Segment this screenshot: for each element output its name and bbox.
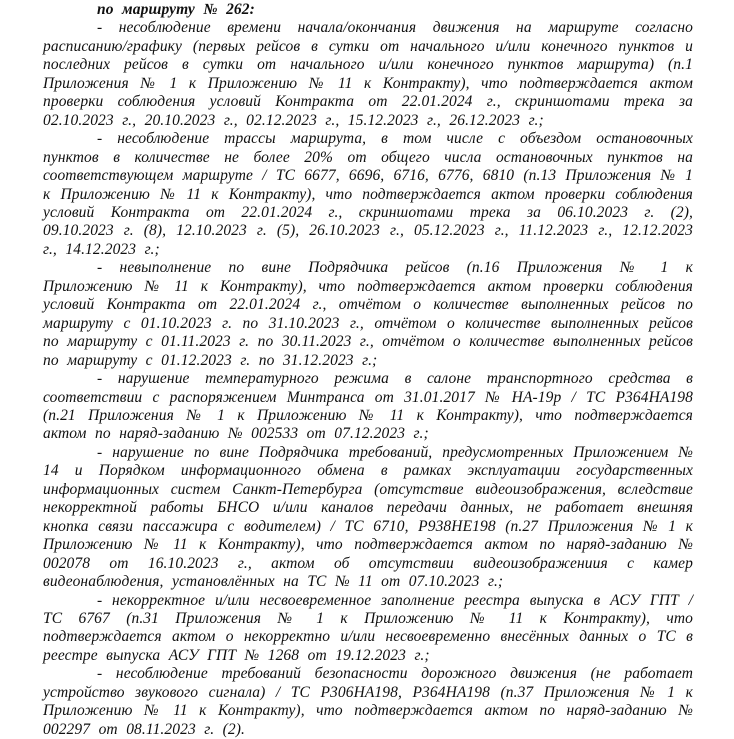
violation-paragraph-road-safety: - несоблюдение требований безопасности дорожного движения (не работает устройство звукового сигнала) / ТС Р306НА198, Р364НА198 (п.37 Приложения № 1 к Приложению № 11 к Контракту), что подтверждается актом по наряд-заданию № 002297 от 08.11.2023 г. (2). (43, 665, 693, 738)
route-heading: по маршруту № 262: (97, 1, 255, 18)
violation-paragraph-video-systems: - нарушение по вине Подрядчика требований, предусмотренных Приложением № 14 и Порядком информационного обмена в рамках эксплуатации государственных информационных систем Санкт-Петербурга (отсутствие видеоизображения, вследствие некорректной работы БНСО и/или каналов передачи данных, не работает внешняя кнопка связи пассажира с водителем) / ТС 6710, Р938НЕ198 (п.27 Приложения № 1 к Приложению № 11 к Контракту), что подтверждается актом по наряд-заданию № 002078 от 16.10.2023 г., актом об отсутствии видеоизображениия с камер видеонаблюдения, установлённых на ТС № 11 от 07.10.2023 г.; (43, 443, 693, 591)
violation-paragraph-registry: - некорректное и/или несвоевременное заполнение реестра выпуска в АСУ ГПТ / ТС 6767 (п.31 Приложения № 1 к Приложению № 11 к Контракту), что подтверждается актом о некорректно и/или несвоевременно внесённых данных о ТС в реестре выпуска АСУ ГПТ № 1268 от 19.12.2023 г.; (43, 591, 693, 664)
violation-paragraph-schedule: - несоблюдение времени начала/окончания движения на маршруте согласно расписанию/графику (первых рейсов в сутки от начального и/или конечного пунктов и последних рейсов в сутки от начального и/или конечного пунктов маршрута) (п.1 Приложения № 1 к Приложению № 11 к Контракту), что подтверждается актом проверки соблюдения условий Контракта от 22.01.2024 г., скриншотами трека за 02.10.2023 г., 20.10.2023 г., 02.12.2023 г., 15.12.2023 г., 26.12.2023 г.; (43, 19, 693, 129)
violation-paragraph-missed-trips: - невыполнение по вине Подрядчика рейсов (п.16 Приложения № 1 к Приложению № 11 к Контракту), что подтверждается актом проверки соблюдения условий Контракта от 22.01.2024 г., отчётом о количестве выполненных рейсов по маршруту с 01.10.2023 г. по 31.10.2023 г., отчётом о количестве выполненных рейсов по маршруту с 01.11.2023 г. по 30.11.2023 г., отчётом о количестве выполненных рейсов по маршруту с 01.12.2023 г. по 31.12.2023 г.; (43, 259, 693, 369)
violation-paragraph-temperature: - нарушение температурного режима в салоне транспортного средства в соответствии с распоряжением Минтранса от 31.01.2017 № НА-19р / ТС Р364НА198 (п.21 Приложения № 1 к Приложению № 11 к Контракту), что подтверждается актом по наряд-заданию № 002533 от 07.12.2023 г.; (43, 370, 693, 443)
violation-paragraph-route-track: - несоблюдение трассы маршрута, в том числе с объездом остановочных пунктов в количестве не более 20% от общего числа остановочных пунктов на соответствующем маршруте / ТС 6677, 6696, 6716, 6776, 6810 (п.13 Приложения № 1 к Приложению № 11 к Контракту), что подтверждается актом проверки соблюдения условий Контракта от 22.01.2024 г., скриншотами трека за 06.10.2023 г. (2), 09.10.2023 г. (8), 12.10.2023 г. (5), 26.10.2023 г., 05.12.2023 г., 11.12.2023 г., 12.12.2023 г., 14.12.2023 г.; (43, 130, 693, 258)
